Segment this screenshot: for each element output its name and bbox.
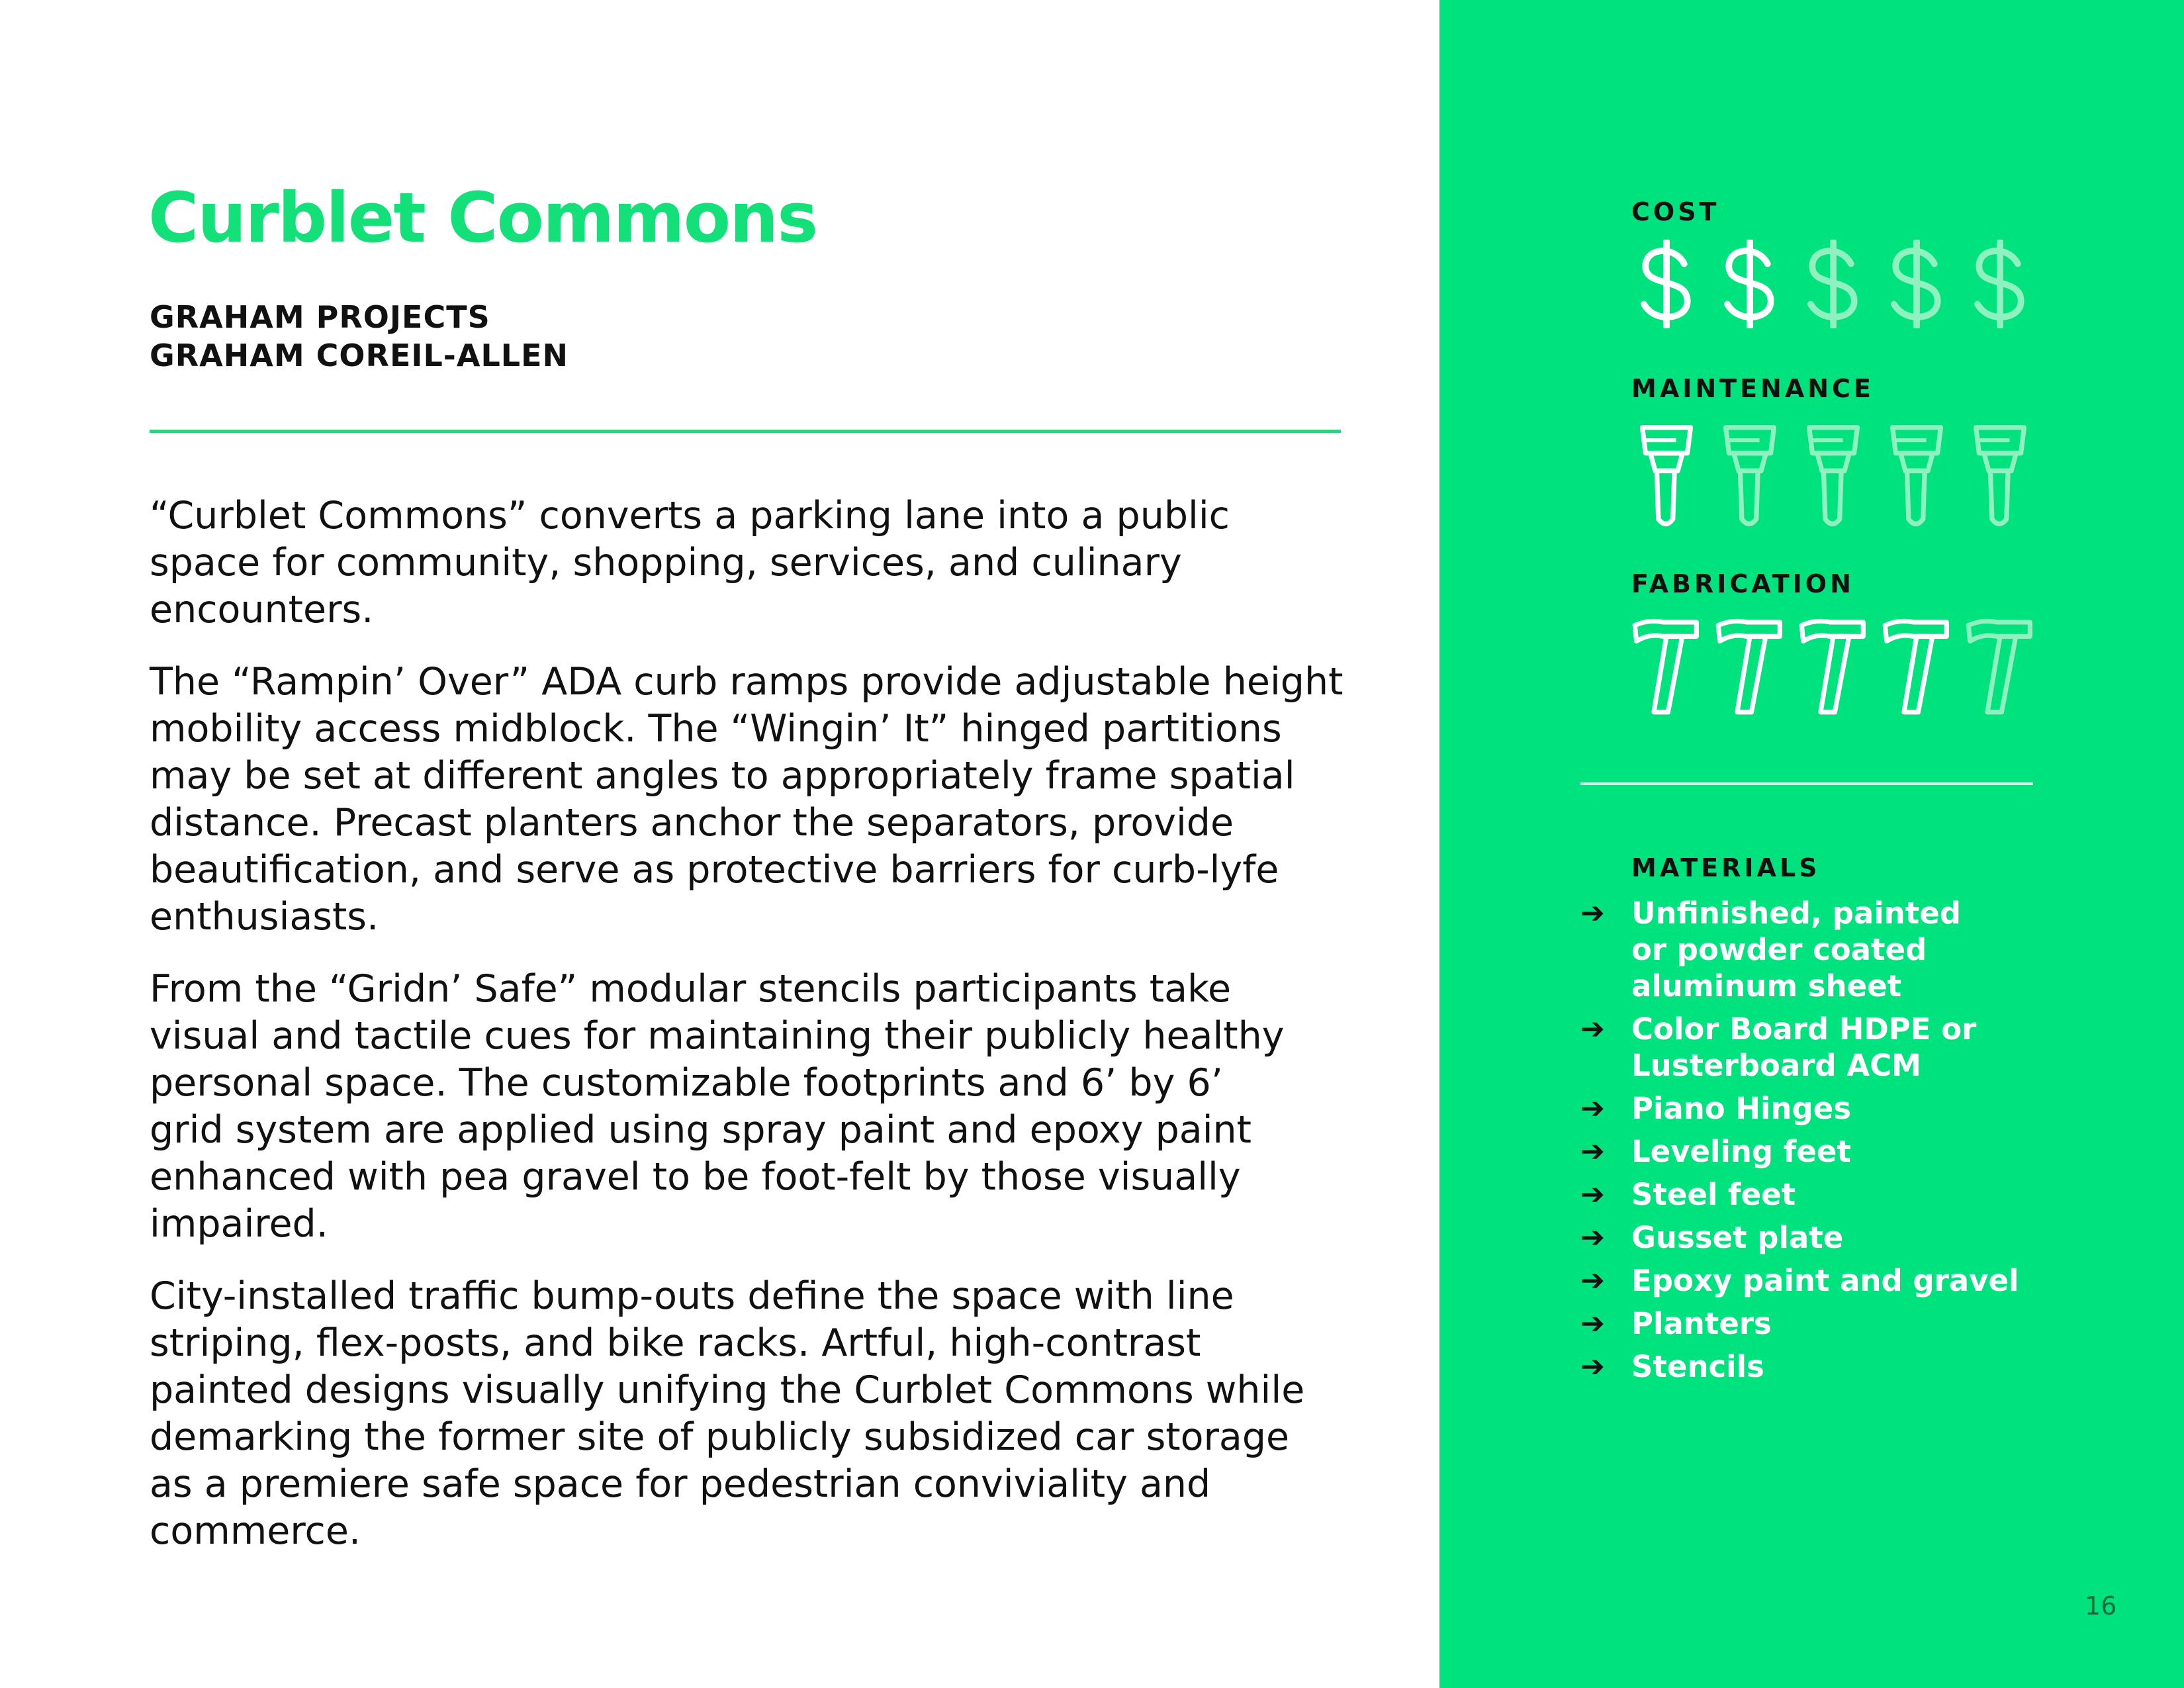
paintbrush-icon — [1875, 421, 1958, 534]
sidebar-divider — [1580, 782, 2033, 785]
paragraph-intro: “Curblet Commons” converts a parking lane into a public space for community, shopping, services, and culinary encounters. — [150, 494, 1230, 632]
fabrication-rating — [1625, 614, 2042, 717]
material-item — [1580, 1133, 2057, 1170]
arrow-right-icon: ➔ — [1580, 1264, 1605, 1297]
dollar-icon — [1875, 240, 1958, 328]
hammer-icon — [1958, 614, 2042, 717]
material-item — [1580, 895, 2057, 1004]
page-number: 16 — [2085, 1591, 2117, 1620]
dollar-icon — [1792, 240, 1875, 328]
dollar-icon — [1625, 240, 1708, 328]
hammer-icon — [1792, 614, 1875, 717]
maintenance-label: MAINTENANCE — [1631, 374, 1874, 403]
material-label: Epoxy paint and gravel — [1631, 1263, 2019, 1298]
paintbrush-icon — [1958, 421, 2042, 534]
material-label: Planters — [1631, 1306, 1772, 1341]
material-item — [1580, 1348, 2057, 1385]
page-title: Curblet Commons — [148, 177, 817, 258]
arrow-right-icon: ➔ — [1580, 1092, 1605, 1125]
material-label: Piano Hinges — [1631, 1091, 1852, 1126]
material-label: Leveling feet — [1631, 1134, 1851, 1169]
dollar-icon — [1958, 240, 2042, 328]
material-label: Steel feet — [1631, 1177, 1796, 1212]
paragraph-stencils: From the “Gridn’ Safe” modular stencils participants take visual and tactile cues for maintaining their publicly healthy personal space. The customizable footprints and 6’ by 6’ grid system are applied using spray paint and epoxy paint enhanced with pea gravel to be foot-felt by those visually impaired. — [150, 967, 1285, 1246]
material-label: Unfinished, painted or powder coated aluminum sheet — [1631, 896, 1961, 1004]
materials-list — [1580, 895, 2057, 1391]
maintenance-rating — [1625, 421, 2042, 534]
cost-rating — [1625, 240, 2042, 328]
paintbrush-icon — [1792, 421, 1875, 534]
hammer-icon — [1625, 614, 1708, 717]
arrow-right-icon: ➔ — [1580, 1307, 1605, 1340]
arrow-right-icon: ➔ — [1580, 1350, 1605, 1383]
material-label: Gusset plate — [1631, 1220, 1844, 1255]
paragraph-ramps: The “Rampin’ Over” ADA curb ramps provide adjustable height mobility access midblock. The “Wingin’ It” hinged partitions may be set at different angles to appropriately frame spatial distance. Precast planters anchor the separators, provide beautification, and serve as protective barriers for curb-lyfe enthusiasts. — [150, 660, 1343, 939]
arrow-right-icon: ➔ — [1580, 1135, 1605, 1168]
arrow-right-icon: ➔ — [1580, 1012, 1605, 1046]
materials-label: MATERIALS — [1631, 853, 1821, 882]
material-item — [1580, 1011, 2057, 1084]
paintbrush-icon — [1708, 421, 1792, 534]
paragraph-bumpouts: City-installed traffic bump-outs define the space with line striping, flex-posts, and bike racks. Artful, high-contrast painted designs visually unifying the Curblet Commons while demarking the former site of publicly subsidized car storage as a premiere safe space for pedestrian conviviality and commerce. — [150, 1274, 1305, 1553]
material-item — [1580, 1219, 2057, 1256]
cost-label: COST — [1631, 197, 1720, 226]
author-name: GRAHAM COREIL-ALLEN — [150, 338, 569, 373]
dollar-icon — [1708, 240, 1792, 328]
arrow-right-icon: ➔ — [1580, 896, 1605, 930]
author-organization: GRAHAM PROJECTS — [150, 299, 490, 335]
material-label: Color Board HDPE or Lusterboard ACM — [1631, 1011, 1977, 1083]
material-item — [1580, 1305, 2057, 1342]
fabrication-label: FABRICATION — [1631, 569, 1854, 598]
arrow-right-icon: ➔ — [1580, 1221, 1605, 1254]
paintbrush-icon — [1625, 421, 1708, 534]
material-item — [1580, 1176, 2057, 1213]
material-item — [1580, 1090, 2057, 1127]
hammer-icon — [1708, 614, 1792, 717]
material-label: Stencils — [1631, 1349, 1764, 1384]
description-body — [150, 492, 1361, 1580]
title-divider — [150, 430, 1341, 433]
hammer-icon — [1875, 614, 1958, 717]
material-item — [1580, 1262, 2057, 1299]
arrow-right-icon: ➔ — [1580, 1178, 1605, 1211]
